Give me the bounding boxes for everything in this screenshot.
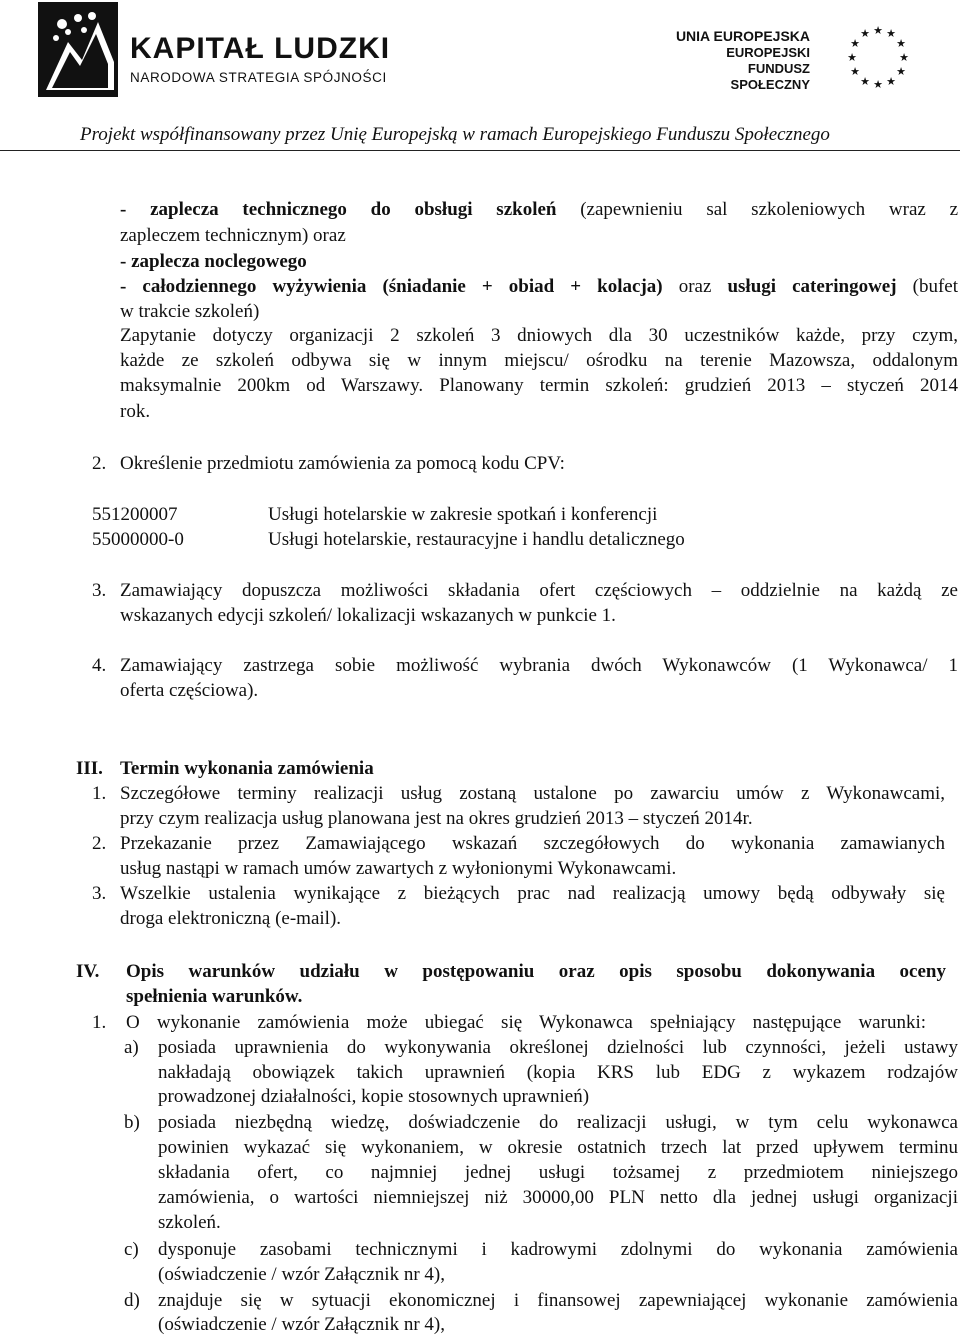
kapital-ludzki-subtitle: NARODOWA STRATEGIA SPÓJNOŚCI (130, 70, 387, 85)
part-3-number: III. (76, 758, 103, 779)
section-4-number: 4. (92, 655, 107, 676)
intro-bold-4a: - całodziennego wyżywienia (śniadanie + obiad + kolacja) (120, 276, 663, 297)
part-3-item-3-line-1: Wszelkie ustalenia wynikające z bieżących prac nad realizacją umowy będą odbywały się (120, 883, 945, 904)
section-2-text: Określenie przedmiotu zamówienia za pomocą kodu CPV: (120, 453, 565, 474)
condition-c-line-1: dysponuje zasobami technicznymi i kadrowymi zdolnymi do wykonania zamówienia (158, 1239, 958, 1260)
part-4-number: IV. (76, 961, 100, 982)
intro-normal-1: (zapewnieniu sal szkoleniowych wraz z (556, 199, 958, 220)
section-3-number: 3. (92, 580, 107, 601)
svg-text:★: ★ (860, 27, 870, 40)
cpv-code-1: 551200007 (92, 504, 178, 525)
section-4-line-2: oferta częściowa). (120, 680, 259, 701)
cpv-code-2: 55000000-0 (92, 529, 184, 550)
part-4-item-1-text: O wykonanie zamówienia może ubiegać się Wykonawca spełniający następujące warunki: (126, 1012, 926, 1033)
cpv-desc-1: Usługi hotelarskie w zakresie spotkań i konferencji (268, 504, 658, 525)
eu-logo (665, 22, 925, 92)
intro-line-8: maksymalnie 200km od Warszawy. Planowany termin szkoleń: grudzień 2013 – styczeń 2014 (120, 375, 958, 396)
section-3-line-1: Zamawiający dopuszcza możliwości składania ofert częściowych – oddzielnie na każdą ze (120, 580, 958, 601)
intro-bold-4b: usługi cateringowej (727, 276, 897, 297)
part-3-item-3-number: 3. (92, 883, 107, 904)
part-4-item-1-number: 1. (92, 1012, 107, 1033)
eu-stars-icon (843, 22, 913, 92)
condition-b-label: b) (124, 1112, 140, 1133)
kapital-ludzki-title: KAPITAŁ LUDZKI (130, 32, 391, 65)
svg-text:★: ★ (847, 51, 857, 64)
page-header (0, 0, 960, 150)
part-3-item-1-line-2: przy czym realizacja usług planowana jest na okres grudzień 2013 – styczeń 2014r. (120, 808, 753, 829)
condition-a-line-1: posiada uprawnienia do wykonywania określonej dzielności lub czynności, jeżeli ustawy (158, 1037, 958, 1058)
intro-bold-1: - zaplecza technicznego do obsługi szkoleń (120, 199, 557, 220)
kapital-ludzki-emblem-icon (38, 2, 118, 97)
intro-line-1 (120, 198, 958, 222)
condition-d-label: d) (124, 1290, 140, 1311)
part-3-item-2-line-2: usług nastąpi w ramach umów zawartych z wyłonionymi Wykonawcami. (120, 858, 677, 879)
condition-b-line-4: zamówienia, o wartości niemniejszej niż 30000,00 PLN netto dla jednej usługi organizacji (158, 1187, 958, 1208)
svg-text:★: ★ (899, 51, 909, 64)
svg-text:★: ★ (873, 24, 883, 37)
condition-b-line-2: powinien wykazać się wykonaniem, w okresie ostatnich trzech lat przed upływem terminu (158, 1137, 958, 1158)
section-2-number: 2. (92, 453, 107, 474)
condition-b-line-3: składania ofert, co najmniej jednej usługi tożsamej z przedmiotem niniejszego (158, 1162, 958, 1183)
svg-text:★: ★ (850, 65, 860, 78)
condition-b-line-1: posiada niezbędną wiedzę, doświadczenie do realizacji usługi, w tym celu wykonawca (158, 1112, 958, 1133)
intro-line-9: rok. (120, 401, 151, 422)
condition-a-label: a) (124, 1037, 139, 1058)
eu-logo-line1: UNIA EUROPEJSKA (675, 28, 810, 44)
part-3-item-2-line-1: Przekazanie przez Zamawiającego wskazań szczegółowych do wykonania zamawianych (120, 833, 945, 854)
intro-normal-4b: (bufet (896, 276, 958, 297)
condition-a-line-3: prowadzonej działalności, kopie stosownych uprawnień) (158, 1086, 590, 1107)
condition-d-line-1: znajduje się w sytuacji ekonomicznej i finansowej zapewniającej wykonanie zamówienia (158, 1290, 958, 1311)
header-divider (0, 150, 960, 151)
part-3-item-3-line-2: droga elektroniczną (e-mail). (120, 908, 342, 929)
condition-b-line-5: szkoleń. (158, 1212, 221, 1233)
section-4-line-1: Zamawiający zastrzega sobie możliwość wybrania dwóch Wykonawców (1 Wykonawca/ 1 (120, 655, 958, 676)
svg-text:★: ★ (896, 65, 906, 78)
project-cofinancing-line: Projekt współfinansowany przez Unię Europejską w ramach Europejskiego Funduszu Społecznego (80, 124, 830, 145)
intro-line-6: Zapytanie dotyczy organizacji 2 szkoleń 3 dniowych dla 30 uczestników każde, przy czym, (120, 325, 958, 346)
intro-normal-4a: oraz (662, 276, 728, 297)
eu-logo-line3: FUNDUSZ SPOŁECZNY (730, 61, 810, 92)
part-3-title: Termin wykonania zamówienia (120, 758, 374, 779)
intro-bold-3: - zaplecza noclegowego (120, 251, 307, 272)
condition-d-line-2: (oświadczenie / wzór Załącznik nr 4), (158, 1314, 445, 1335)
condition-c-label: c) (124, 1239, 139, 1260)
svg-text:★: ★ (850, 37, 860, 50)
intro-line-3 (120, 250, 307, 274)
svg-text:★: ★ (886, 75, 896, 88)
part-3-item-1-number: 1. (92, 783, 107, 804)
part-4-title-line-2: spełnienia warunków. (126, 986, 303, 1007)
svg-text:★: ★ (896, 37, 906, 50)
svg-text:★: ★ (886, 27, 896, 40)
section-3-line-2: wskazanych edycji szkoleń/ lokalizacji wskazanych w punkcie 1. (120, 605, 616, 626)
eu-logo-line2: EUROPEJSKI (726, 45, 810, 60)
part-3-item-2-number: 2. (92, 833, 107, 854)
svg-text:★: ★ (873, 78, 883, 91)
condition-a-line-2: nakładają obowiązek takich uprawnień (kopia KRS lub EDG z wykazem rodzajów (158, 1062, 958, 1083)
intro-line-7: każde ze szkoleń odbywa się w innym miejscu/ ośrodku na terenie Mazowsza, oddalonym (120, 350, 958, 371)
svg-text:★: ★ (860, 75, 870, 88)
intro-line-2: zapleczem technicznym) oraz (120, 225, 346, 246)
intro-line-5: w trakcie szkoleń) (120, 301, 260, 322)
part-3-item-1-line-1: Szczegółowe terminy realizacji usług zostaną ustalone po zawarciu umów z Wykonawcami, (120, 783, 945, 804)
part-4-title-line-1: Opis warunków udziału w postępowaniu oraz opis sposobu dokonywania oceny (126, 961, 946, 982)
cpv-desc-2: Usługi hotelarskie, restauracyjne i handlu detalicznego (268, 529, 685, 550)
kapital-ludzki-logo (38, 2, 391, 102)
condition-c-line-2: (oświadczenie / wzór Załącznik nr 4), (158, 1264, 445, 1285)
intro-line-4 (120, 275, 958, 299)
